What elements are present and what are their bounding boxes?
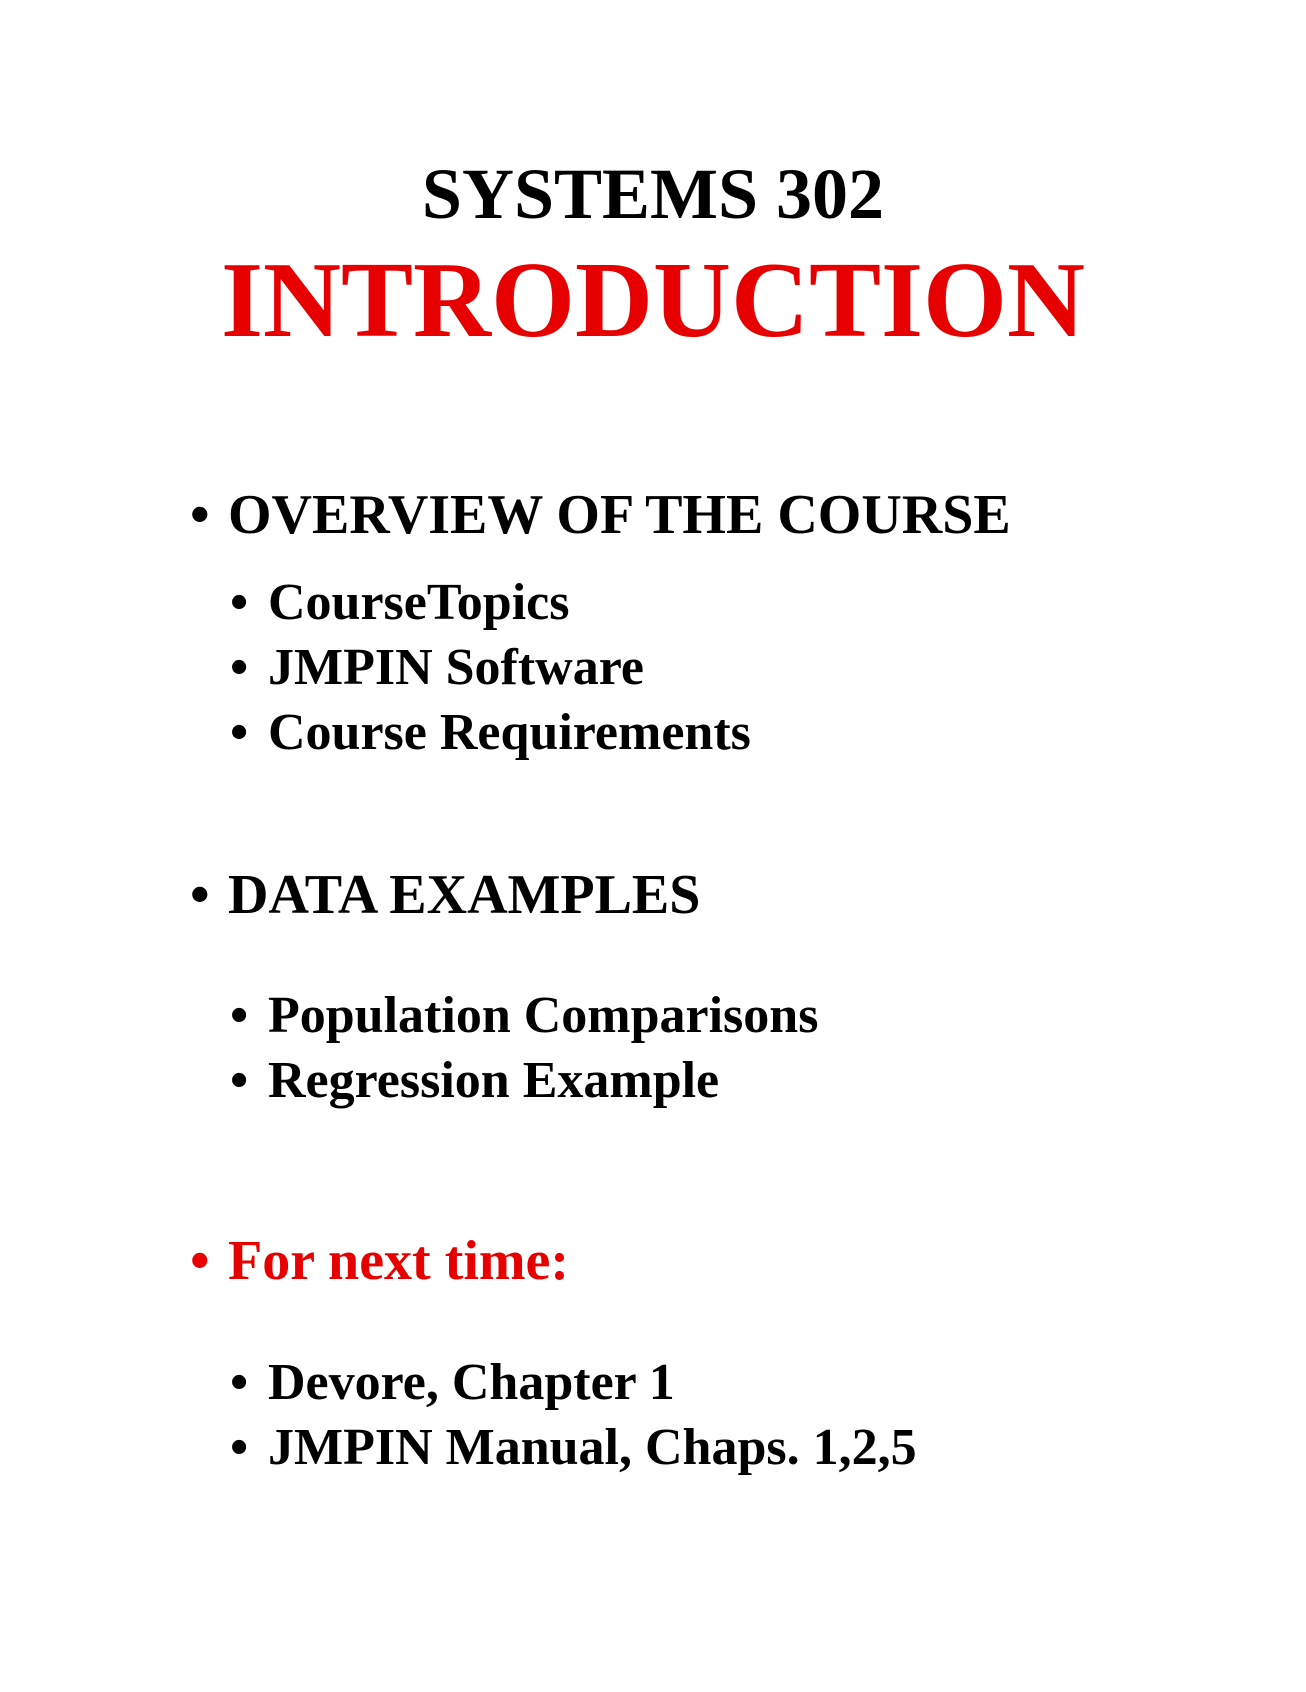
list-item [230,1354,675,1411]
list-item [230,704,751,761]
bullet-icon: • [230,1354,249,1411]
list-item-text: Population Comparisons [268,987,819,1044]
bullet-icon: • [190,1230,210,1292]
list-item [230,1419,917,1476]
section-heading-data-examples [190,864,701,926]
list-item [230,574,570,631]
bullet-icon: • [230,1052,249,1109]
bullet-icon: • [230,639,249,696]
bullet-icon: • [230,987,249,1044]
bullet-icon: • [230,574,249,631]
list-item-text: JMPIN Manual, Chaps. 1,2,5 [268,1419,917,1476]
bullet-icon: • [190,484,210,546]
section-heading-text: For next time: [228,1230,570,1292]
bullet-icon: • [230,1419,249,1476]
bullet-icon: • [230,704,249,761]
list-item-text: CourseTopics [268,574,570,631]
section-heading-overview [190,484,1011,546]
lecture-title: INTRODUCTION [220,241,1086,360]
bullet-icon: • [190,864,210,926]
section-heading-next-time [190,1230,570,1292]
list-item-text: Devore, Chapter 1 [268,1354,675,1411]
course-code: SYSTEMS 302 [421,154,885,234]
list-item [230,987,819,1044]
section-heading-text: OVERVIEW OF THE COURSE [228,484,1011,546]
section-heading-text: DATA EXAMPLES [228,864,701,926]
list-item-text: JMPIN Software [268,639,644,696]
list-item [230,639,644,696]
list-item-text: Regression Example [268,1052,720,1109]
list-item [230,1052,720,1109]
list-item-text: Course Requirements [268,704,751,761]
